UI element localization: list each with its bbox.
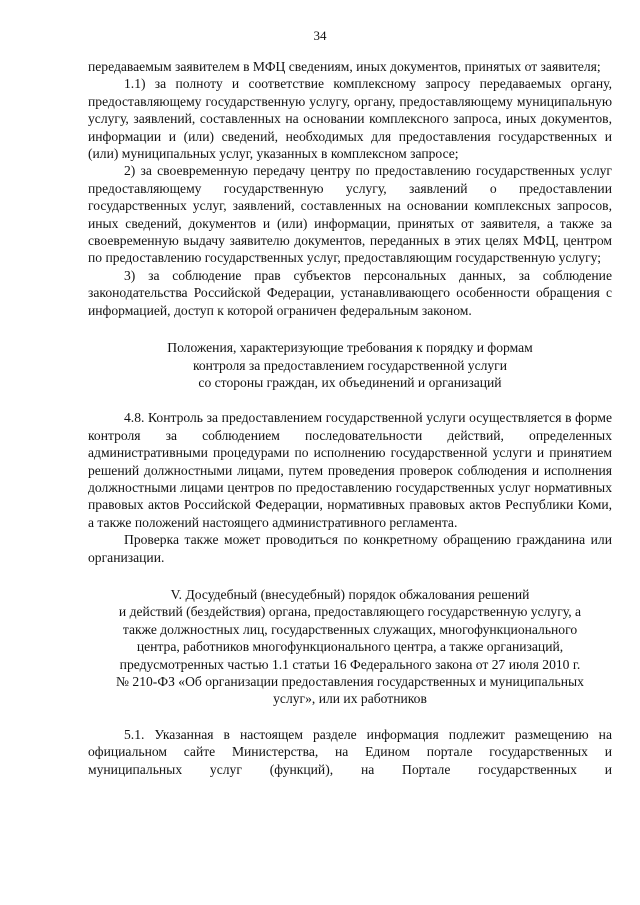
heading-line: центра, работников многофункционального центра, а также организаций, xyxy=(136,639,564,655)
heading-control-provisions xyxy=(88,339,612,391)
heading-line: со стороны граждан, их объединений и организаций xyxy=(198,374,502,390)
heading-line: услуг», или их работников xyxy=(273,691,427,707)
paragraph-inspection: Проверка также может проводиться по конкретному обращению гражданина или организации. xyxy=(88,532,612,565)
paragraph-item-2: 2) за своевременную передачу центру по предоставлению государственных услуг предоставляющему государственную услугу, заявлений о предоставлении государственных услуг, заявлений, составленных на основании комплексных запросов, иных сведений, документов и (или) информации, принятых от заявителя, а также за своевременную выдачу заявителю документов, переданных в этих целях МФЦ, центром по предоставлению государственных услуг, предоставляющим государственную услугу; xyxy=(88,163,612,266)
heading-line: Положения, характеризующие требования к порядку и формам xyxy=(167,340,533,356)
heading-line: V. Досудебный (внесудебный) порядок обжалования решений xyxy=(170,586,530,602)
page-number: 34 xyxy=(313,28,327,43)
document-body xyxy=(88,58,612,778)
paragraph-5-1: 5.1. Указанная в настоящем разделе информация подлежит размещению на официальном сайте Министерства, на Едином портале государственных и муниципальных услуг (функций), на Портале государственных и xyxy=(88,726,612,777)
paragraph-item-3: 3) за соблюдение прав субъектов персональных данных, за соблюдение законодательства Российской Федерации, устанавливающего особенности обращения с информацией, доступ к которой ограничен федеральным законом. xyxy=(88,267,612,318)
spacer xyxy=(88,566,612,586)
paragraph-continuation: передаваемым заявителем в МФЦ сведениям, иных документов, принятых от заявителя; xyxy=(88,59,601,74)
spacer xyxy=(88,391,612,409)
heading-line: и действий (бездействия) органа, предоставляющего государственную услугу, а xyxy=(118,604,582,620)
heading-line: также должностных лиц, государственных служащих, многофункционального xyxy=(122,621,578,637)
spacer xyxy=(88,708,612,726)
heading-section-v xyxy=(88,586,612,708)
paragraph-item-1-1: 1.1) за полноту и соответствие комплексному запросу передаваемых органу, предоставляющему государственную услугу, органу, предоставляющему муниципальную услугу, заявлений, составленных на основании комплексного запроса, иных документов, информации и (или) сведений, необходимых для предоставления государственных и (или) муниципальных услуг, указанных в комплексном запросе; xyxy=(88,76,612,162)
heading-line: контроля за предоставлением государственной услуги xyxy=(192,357,508,373)
heading-line: № 210-ФЗ «Об организации предоставления государственных и муниципальных xyxy=(116,674,584,689)
heading-line: предусмотренных частью 1.1 статьи 16 Федерального закона от 27 июля 2010 г. xyxy=(119,656,581,672)
spacer xyxy=(88,319,612,339)
paragraph-4-8: 4.8. Контроль за предоставлением государственной услуги осуществляется в форме контроля за соблюдением последовательности действий, определенных административными процедурами по исполнению государственной услуги и принятием решений должностными лицами, путем проведения проверок соблюдения и исполнения должностными лицами центров по предоставлению государственных услуг нормативных правовых актов Российской Федерации, нормативных правовых актов Республики Коми, а также положений настоящего административного регламента. xyxy=(88,410,612,530)
